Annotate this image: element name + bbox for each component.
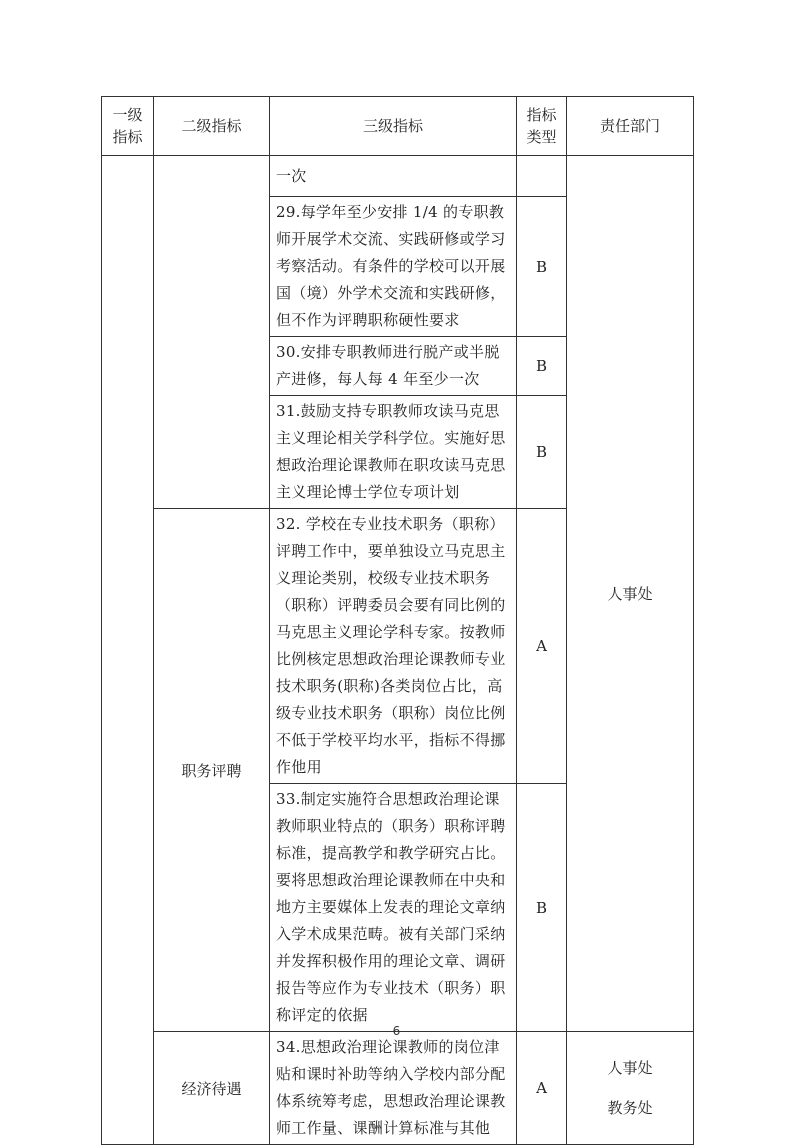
header-level1: [102, 97, 154, 156]
dept-line-2: 教务处: [607, 1099, 653, 1117]
level3-cell: 一次: [270, 156, 517, 197]
header-dept: 责任部门: [567, 97, 694, 156]
header-level2: 二级指标: [154, 97, 270, 156]
level3-cell: 30.安排专职教师进行脱产或半脱产进修，每人每 4 年至少一次: [270, 337, 517, 396]
level2-cell-empty: [154, 156, 270, 509]
header-type-line1: 指标: [526, 106, 557, 124]
header-level1-line1: 一级: [112, 106, 143, 124]
header-level3: 三级指标: [270, 97, 517, 156]
type-cell: B: [517, 337, 567, 396]
dept-line-1: 人事处: [607, 1059, 653, 1077]
type-cell: B: [517, 197, 567, 337]
level2-cell: 经济待遇: [154, 1032, 270, 1145]
type-cell: A: [517, 509, 567, 784]
level1-cell: [102, 156, 154, 1145]
table-row: [102, 156, 694, 197]
dept-cell: [567, 1032, 694, 1145]
level3-cell: 34.思想政治理论课教师的岗位津贴和课时补助等纳入学校内部分配体系统筹考虑，思想政治理论课教师工作量、课酬计算标准与其他: [270, 1032, 517, 1145]
page-number: 6: [392, 1024, 401, 1038]
level3-cell: 29.每学年至少安排 1/4 的专职教师开展学术交流、实践研修或学习考察活动。有条件的学校可以开展国（境）外学术交流和实践研修，但不作为评聘职称硬性要求: [270, 197, 517, 337]
indicator-table: [101, 96, 694, 1145]
header-type-line2: 类型: [526, 128, 557, 146]
type-cell: [517, 156, 567, 197]
level3-cell: 33.制定实施符合思想政治理论课教师职业特点的（职务）职称评聘标准，提高教学和教学研究占比。要将思想政治理论课教师在中央和地方主要媒体上发表的理论文章纳入学术成果范畴。被有关部门采纳并发挥积极作用的理论文章、调研报告等应作为专业技术（职务）职称评定的依据: [270, 784, 517, 1032]
type-cell: B: [517, 396, 567, 509]
table-row: [102, 1032, 694, 1145]
table-header-row: [102, 97, 694, 156]
level3-cell: 31.鼓励支持专职教师攻读马克思主义理论相关学科学位。实施好思想政治理论课教师在职攻读马克思主义理论博士学位专项计划: [270, 396, 517, 509]
header-type: [517, 97, 567, 156]
level3-cell: 32. 学校在专业技术职务（职称）评聘工作中，要单独设立马克思主义理论类别，校级专业技术职务（职称）评聘委员会要有同比例的马克思主义理论学科专家。按教师比例核定思想政治理论课教师专业技术职务(职称)各类岗位占比，高级专业技术职务（职称）岗位比例不低于学校平均水平，指标不得挪作他用: [270, 509, 517, 784]
level2-cell: 职务评聘: [154, 509, 270, 1032]
type-cell: A: [517, 1032, 567, 1145]
dept-cell: 人事处: [567, 156, 694, 1032]
type-cell: B: [517, 784, 567, 1032]
header-level1-line2: 指标: [112, 128, 143, 146]
